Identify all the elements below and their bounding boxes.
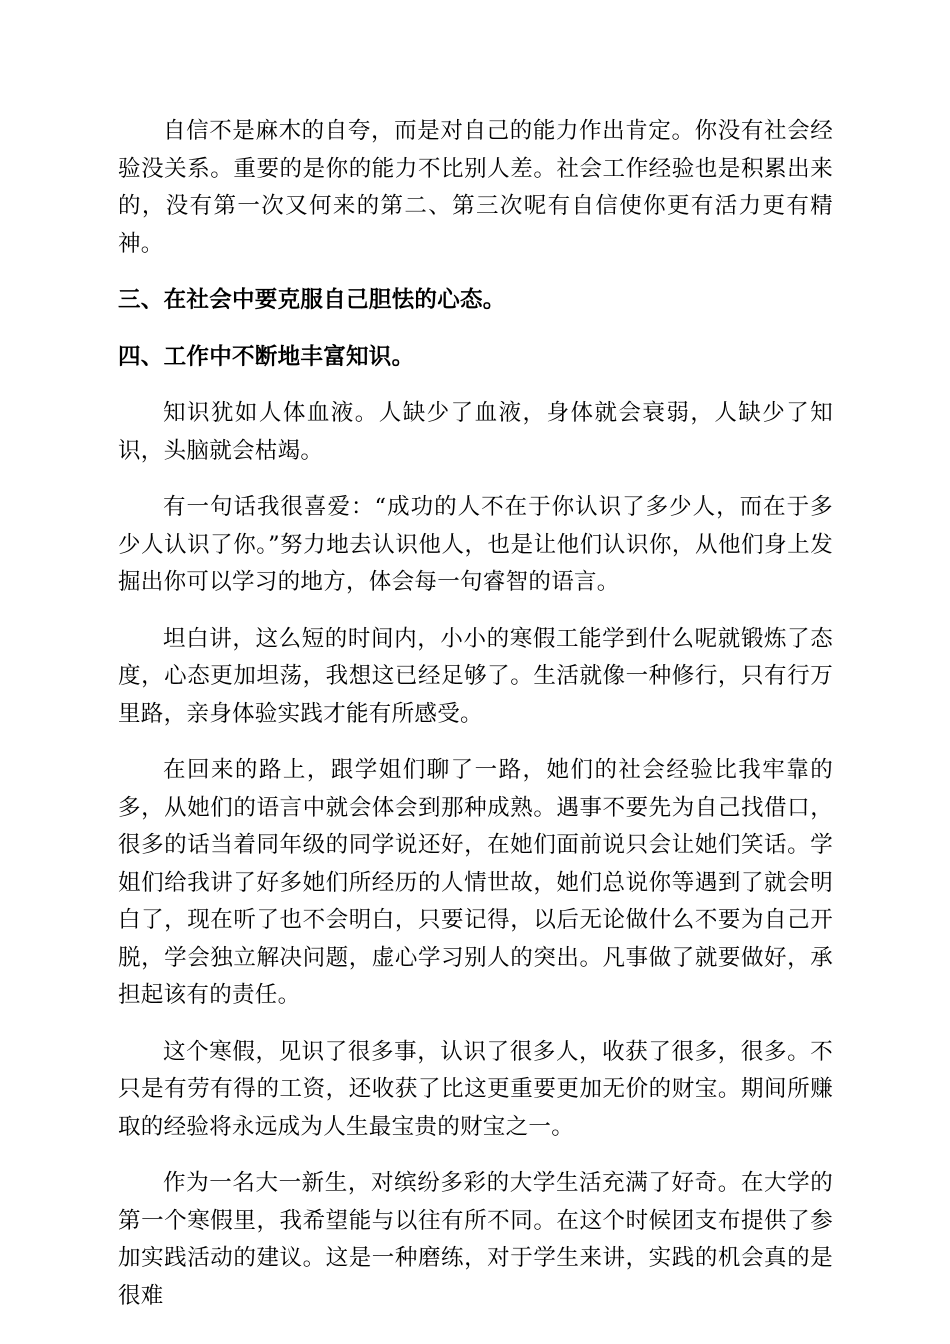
paragraph-way-back: 在回来的路上，跟学姐们聊了一路，她们的社会经验比我牢靠的多，从她们的语言中就会体会到那种成熟。遇事不要先为自己找借口，很多的话当着同年级的同学说还好，在她们面前说只会让她们笑话。学姐们给我讲了好多她们所经历的人情世故，她们总说你等遇到了就会明白了，现在听了也不会明白，只要记得，以后无论做什么不要为自己开脱，学会独立解决问题，虚心学习别人的突出。凡事做了就要做好，承担起该有的责任。 — [118, 757, 833, 1008]
heading-overcome-timidity: 三、在社会中要克服自己胆怯的心态。 — [118, 287, 506, 313]
document-page — [118, 113, 833, 1334]
paragraph-confidence: 自信不是麻木的自夸，而是对自己的能力作出肯定。你没有社会经验没关系。重要的是你的能力不比别人差。社会工作经验也是积累出来的，没有第一次又何来的第二、第三次呢有自信使你更有活力更有精神。 — [118, 118, 833, 257]
paragraph-knowledge-blood: 知识犹如人体血液。人缺少了血液，身体就会衰弱，人缺少了知识，头脑就会枯竭。 — [118, 400, 833, 464]
paragraph-quote-success: 有一句话我很喜爱：“成功的人不在于你认识了多少人，而在于多少人认识了你。”努力地去认识他人，也是让他们认识你，从他们身上发掘出你可以学习的地方，体会每一句睿智的语言。 — [118, 494, 833, 595]
paragraph-winter-break: 这个寒假，见识了很多事，认识了很多人，收获了很多，很多。不只是有劳有得的工资，还收获了比这更重要更加无价的财宝。期间所赚取的经验将永远成为人生最宝贵的财宝之一。 — [118, 1038, 833, 1140]
heading-enrich-knowledge: 四、工作中不断地丰富知识。 — [118, 343, 415, 370]
paragraph-short-time: 坦白讲，这么短的时间内，小小的寒假工能学到什么呢就锻炼了态度，心态更加坦荡，我想这已经足够了。生活就像一种修行，只有行万里路，亲身体验实践才能有所感受。 — [118, 625, 833, 727]
paragraph-freshman: 作为一名大一新生，对缤纷多彩的大学生活充满了好奇。在大学的第一个寒假里，我希望能与以往有所不同。在这个时候团支布提供了参加实践活动的建议。这是一种磨练，对于学生来讲，实践的机会真的是很难 — [118, 1170, 833, 1309]
